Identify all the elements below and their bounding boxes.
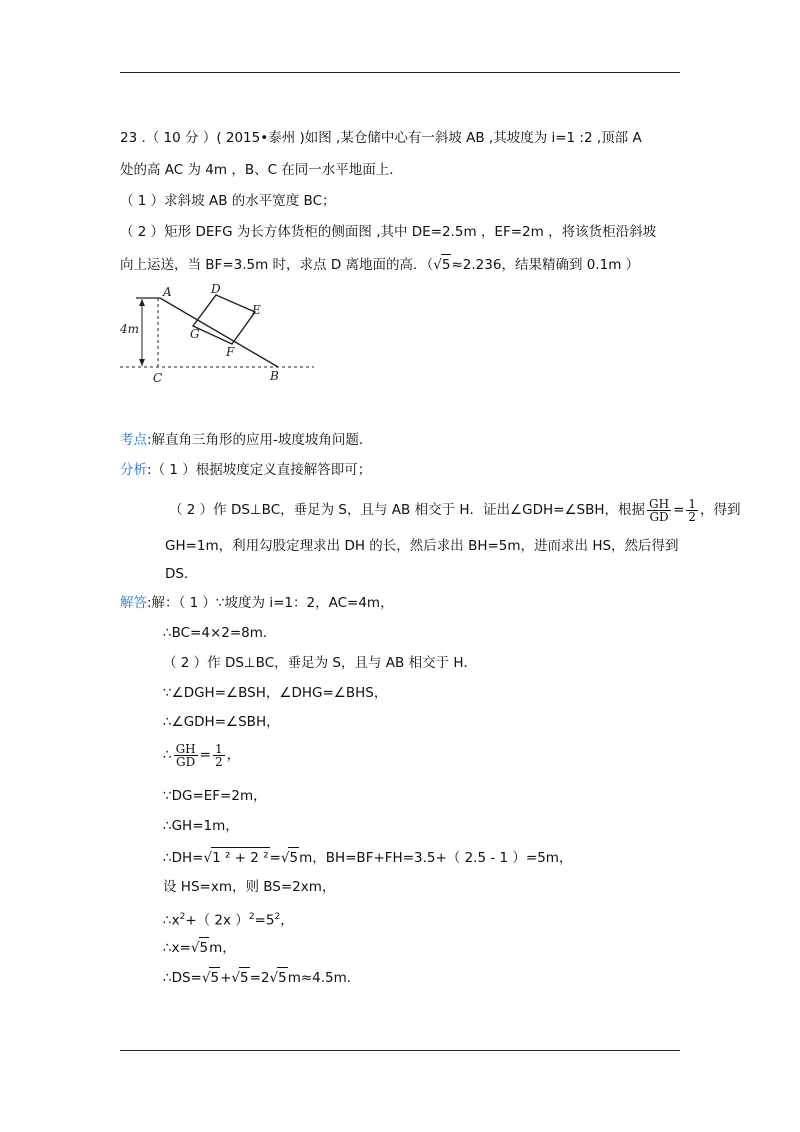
solution-line-11: $\therefore x^2+$（ 2x ）$^2=5^2$， <box>163 912 294 929</box>
sqrt-5: 5 <box>441 254 452 275</box>
solution-line-4: ∵∠DGH=∠BSH，∠DHG=∠BHS， <box>163 685 388 701</box>
label-G: G <box>190 327 200 341</box>
fraction-gh-gd: $\frac{GH}{GD}$ <box>649 496 670 524</box>
fraction-1-2-2: $\frac{1}{2}$ <box>214 741 223 769</box>
label-height: 4m <box>120 322 140 336</box>
problem-line-4: （ 2 ）矩形 DEFG 为长方体货柜的侧面图 ,其中 DE=2.5m ，EF=2m ，将该货柜沿斜坡 <box>120 224 657 240</box>
solution-line-6: ∴ $\frac{GH}{GD}$ = $\frac{1}{2}$ ， <box>163 741 241 769</box>
label-A: A <box>163 285 172 299</box>
problem-line-5: 向上运送，当 BF=3.5m 时，求点 D 离地面的高．（√5≈2.236，结果精确到 0.1m ） <box>120 254 639 275</box>
kaodian-line: 考点:解直角三角形的应用-坡度坡角问题． <box>120 432 373 448</box>
bottom-rule <box>120 1050 680 1051</box>
fraction-gh-gd-2: $\frac{GH}{GD}$ <box>175 741 196 769</box>
solution-line-12: ∴x=√5m， <box>163 937 236 958</box>
solution-line-9: ∴DH=√1 ² + 2 ²=√5m，BH=BF+FH=3.5+（ 2.5 ‑ 1 ）=5m， <box>163 847 572 868</box>
problem-line-2: 处的高 AC 为 4m ，B、C 在同一水平地面上． <box>120 162 403 178</box>
sqrt-radicand: 1 ² + 2 ² <box>211 847 269 868</box>
jieda-tag: 解答 <box>120 595 147 611</box>
kaodian-tag: 考点 <box>120 432 147 448</box>
solution-line-10: 设 HS=xm，则 BS=2xm， <box>163 879 336 895</box>
label-C: C <box>153 371 163 385</box>
label-B: B <box>270 369 279 383</box>
fenxi-line-3: GH=1m，利用勾股定理求出 DH 的长，然后求出 BH=5m，进而求出 HS，然后得到 <box>165 538 679 554</box>
top-rule <box>120 72 680 73</box>
solution-line-3: （ 2 ）作 DS⊥BC，垂足为 S，且与 AB 相交于 H． <box>163 655 478 671</box>
solution-line-2: ∴BC=4×2=8m． <box>163 625 277 641</box>
slope-figure <box>118 282 318 388</box>
fenxi-line-4: DS． <box>165 566 198 582</box>
solution-line-8: ∴GH=1m， <box>163 818 239 834</box>
problem-line-3: （ 1 ）求斜坡 AB 的水平宽度 BC； <box>120 193 336 209</box>
label-F: F <box>226 345 235 359</box>
label-D: D <box>211 282 221 296</box>
fenxi-tag: 分析 <box>120 462 147 478</box>
label-E: E <box>252 303 261 317</box>
fenxi-line-2: （ 2 ）作 DS⊥BC，垂足为 S，且与 AB 相交于 H．证出∠GDH=∠SBH，根据 $\frac{GH}{GD}$ = $\frac{1}{2}$ ，得到 <box>169 496 741 524</box>
fenxi-line-1: 分析:（ 1 ）根据坡度定义直接解答即可； <box>120 462 372 478</box>
solution-line-1: 解答:解：（ 1 ）∵坡度为 i=1：2，AC=4m， <box>120 595 394 611</box>
solution-line-13: ∴DS=√5+√5=2√5m≈4.5m． <box>163 967 360 988</box>
fraction-1-2: $\frac{1}{2}$ <box>688 496 697 524</box>
solution-line-7: ∵DG=EF=2m， <box>163 788 267 804</box>
solution-line-5: ∴∠GDH=∠SBH， <box>163 714 280 730</box>
problem-line-1: 23 .（ 10 分 ）( 2015•泰州 )如图 ,某仓储中心有一斜坡 AB ,其坡度为 i=1 :2 ,顶部 A <box>120 130 642 146</box>
